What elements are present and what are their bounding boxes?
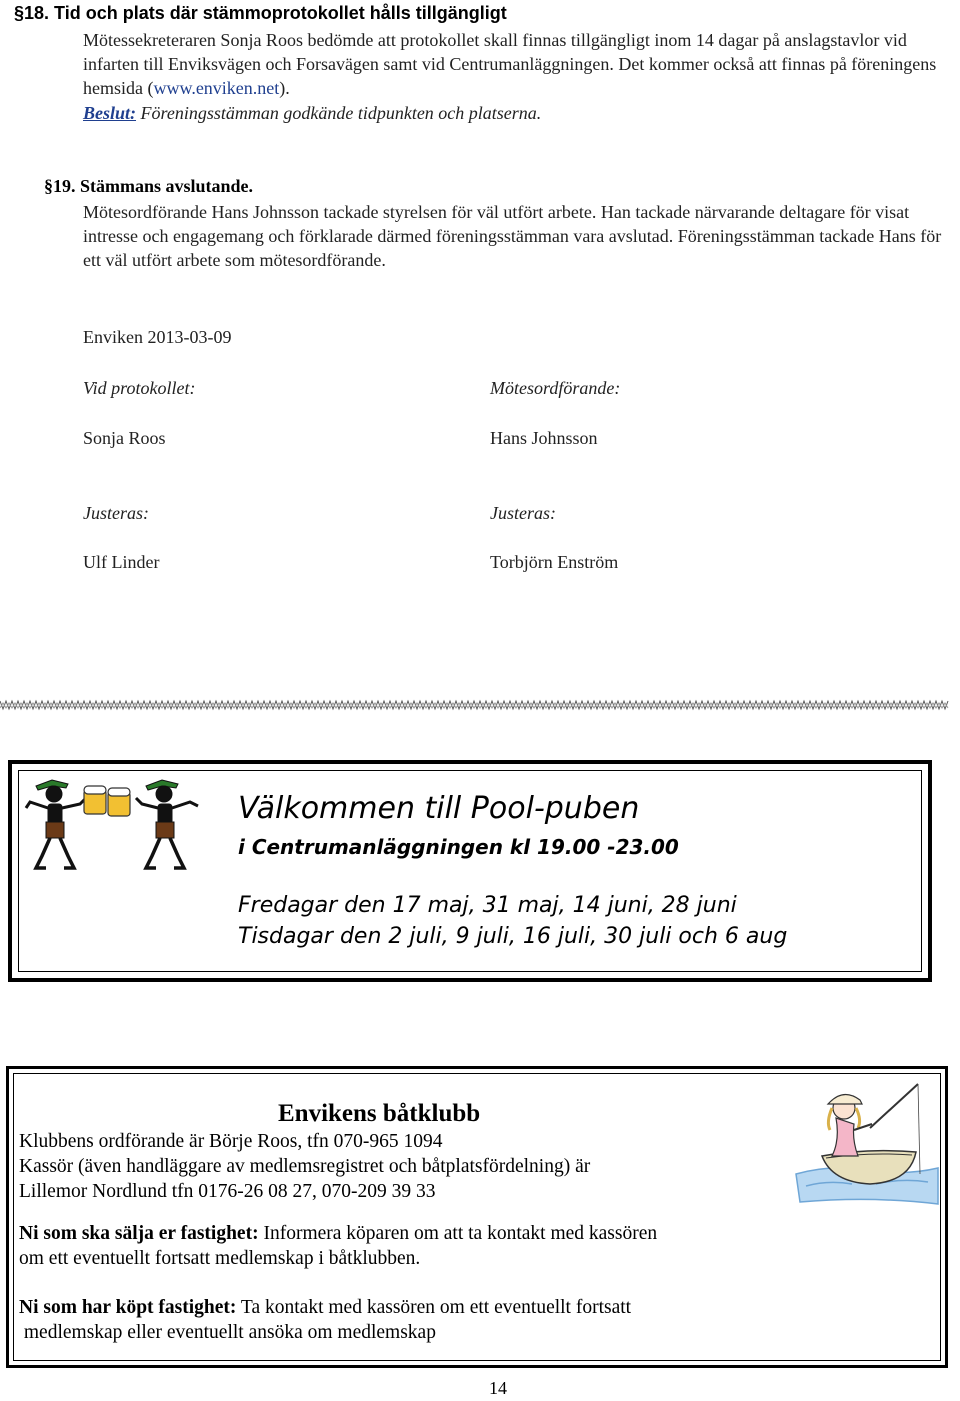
boat-club-treasurer-contact: Lillemor Nordlund tfn 0176-26 08 27, 070-209 39 33 bbox=[19, 1181, 436, 1202]
section-18-text: Mötessekreteraren Sonja Roos bedömde att protokollet skall finnas tillgängligt inom 14 dagar på anslagstavlor vid infarten till Enviksvägen och Forsavägen samt vid Centrumanläggningen. Det kommer också att finnas på föreningens hemsida ( bbox=[83, 30, 937, 98]
checker-2-name: Torbjörn Enström bbox=[490, 552, 619, 572]
buyers-text: Ta kontakt med kassören om ett eventuellt fortsatt bbox=[236, 1297, 632, 1318]
chair-name: Hans Johnsson bbox=[490, 428, 598, 448]
checker-2-role: Justeras: bbox=[490, 503, 556, 523]
decision-text: Föreningsstämman godkände tidpunkten och platserna. bbox=[136, 103, 542, 123]
decision-label: Beslut: bbox=[83, 103, 137, 123]
boat-club-sellers-note bbox=[19, 1222, 657, 1246]
boat-club-buyers-note-2: medlemskap eller eventuellt ansöka om medlemskap bbox=[19, 1322, 436, 1343]
checker-1-name: Ulf Linder bbox=[83, 552, 160, 572]
pool-pub-tuesdays: Tisdagar den 2 juli, 9 juli, 16 juli, 30 juli och 6 aug bbox=[238, 924, 788, 949]
section-18-decision bbox=[83, 103, 541, 124]
page-number: 14 bbox=[489, 1378, 507, 1398]
secretary-role: Vid protokollet: bbox=[83, 378, 196, 398]
boat-club-buyers-note bbox=[19, 1296, 631, 1320]
section-18-heading: §18. Tid och plats där stämmoprotokollet hålls tillgängligt bbox=[14, 3, 507, 23]
pool-pub-title: Välkommen till Pool-puben bbox=[238, 791, 640, 826]
boat-club-chair: Klubbens ordförande är Börje Roos, tfn 070-965 1094 bbox=[19, 1131, 443, 1152]
section-18-body bbox=[83, 28, 943, 100]
buyers-label: Ni som har köpt fastighet: bbox=[19, 1297, 237, 1318]
section-18-text-end: ). bbox=[279, 78, 290, 98]
boat-club-title: Envikens båtklubb bbox=[278, 1100, 481, 1127]
pool-pub-subtitle: i Centrumanläggningen kl 19.00 -23.00 bbox=[238, 835, 679, 859]
chair-role: Mötesordförande: bbox=[490, 378, 621, 398]
place-date: Enviken 2013-03-09 bbox=[83, 327, 232, 347]
section-19-body: Mötesordförande Hans Johnsson tackade styrelsen för väl utfört arbete. Han tackade närvarande deltagare för visat intresse och engagemang och förklarade därmed föreningsstämman vara avslutad. Föreningsstämman tackade Hans för ett väl utfört arbete som mötesordförande. bbox=[83, 202, 942, 270]
zigzag-divider bbox=[0, 698, 950, 714]
checker-1-role: Justeras: bbox=[83, 503, 149, 523]
sellers-text: Informera köparen om att ta kontakt med kassören bbox=[258, 1223, 658, 1244]
boat-club-treasurer: Kassör (även handläggare av medlemsregistret och båtplatsfördelning) är bbox=[19, 1156, 591, 1177]
website-link[interactable]: www.enviken.net bbox=[153, 78, 280, 98]
sellers-label: Ni som ska sälja er fastighet: bbox=[19, 1223, 259, 1244]
fishing-girl-illustration bbox=[792, 1078, 942, 1208]
section-19-heading: §19. Stämmans avslutande. bbox=[44, 176, 254, 196]
secretary-name: Sonja Roos bbox=[83, 428, 166, 448]
boat-club-sellers-note-2: om ett eventuellt fortsatt medlemskap i båtklubben. bbox=[19, 1248, 421, 1269]
dancing-figures-illustration bbox=[22, 778, 212, 878]
pool-pub-fridays: Fredagar den 17 maj, 31 maj, 14 juni, 28 juni bbox=[238, 893, 737, 918]
